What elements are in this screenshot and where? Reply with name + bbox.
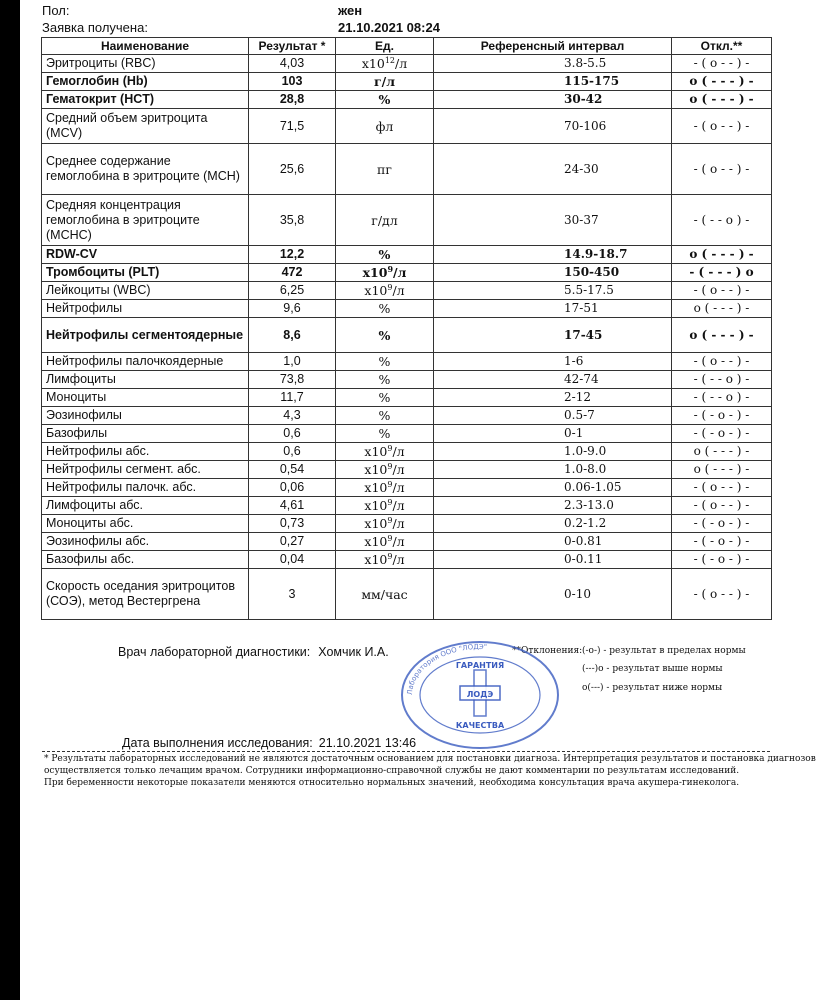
cell-result: 6,25 <box>249 282 336 300</box>
unit-base: г/л <box>373 74 396 89</box>
cell-deviation: - ( - o - ) - <box>672 533 772 551</box>
legend-above: (---)о - результат выше нормы <box>582 664 723 674</box>
cell-reference: 0-10 <box>434 569 672 620</box>
cell-deviation: - ( o - - ) - <box>672 282 772 300</box>
cell-unit <box>336 300 434 318</box>
cell-unit <box>336 371 434 389</box>
cell-reference: 0.06-1.05 <box>434 479 672 497</box>
cell-reference: 1.0-9.0 <box>434 443 672 461</box>
doctor-line <box>118 645 389 659</box>
stamp-bottom-text: КАЧЕСТВА <box>455 721 505 730</box>
cell-reference: 14.9-18.7 <box>434 246 672 264</box>
cell-name: Базофилы абс. <box>42 551 249 569</box>
cell-reference: 115-175 <box>434 73 672 91</box>
unit-base: г/дл <box>371 212 398 228</box>
cell-unit <box>336 497 434 515</box>
unit-base: x10 <box>362 265 388 280</box>
unit-base: x10 <box>361 56 385 71</box>
cell-result: 11,7 <box>249 389 336 407</box>
cell-deviation: o ( - - - ) - <box>672 300 772 318</box>
cell-reference: 0-1 <box>434 425 672 443</box>
received-value: 21.10.2021 08:24 <box>338 20 440 35</box>
cell-reference: 3.8-5.5 <box>434 55 672 73</box>
unit-exponent: 9 <box>387 263 394 274</box>
completed-value: 21.10.2021 13:46 <box>318 736 417 750</box>
cell-deviation: o ( - - - ) - <box>672 73 772 91</box>
cell-unit <box>336 551 434 569</box>
unit-base: x10 <box>364 552 388 567</box>
cell-deviation: - ( - o - ) - <box>672 515 772 533</box>
unit-base: % <box>378 301 391 316</box>
cell-name: Средний объем эритроцита (MCV) <box>42 109 249 144</box>
cell-result: 103 <box>249 73 336 91</box>
cell-result: 28,8 <box>249 91 336 109</box>
table-row <box>42 91 772 109</box>
col-header-deviation: Откл.** <box>672 38 772 55</box>
cell-deviation: o ( - - - ) - <box>672 443 772 461</box>
table-row <box>42 407 772 425</box>
col-header-name: Наименование <box>42 38 249 55</box>
unit-base: x10 <box>364 534 388 549</box>
cell-name: Нейтрофилы <box>42 300 249 318</box>
unit-base: фл <box>375 118 394 134</box>
cell-name: Моноциты <box>42 389 249 407</box>
cell-reference: 42-74 <box>434 371 672 389</box>
unit-exponent: 9 <box>387 461 393 471</box>
cell-result: 0,6 <box>249 443 336 461</box>
cell-unit <box>336 246 434 264</box>
cell-name: Нейтрофилы палочкоядерные <box>42 353 249 371</box>
completed-line <box>122 736 416 750</box>
cell-reference: 0.5-7 <box>434 407 672 425</box>
table-row <box>42 55 772 73</box>
unit-tail: /л <box>392 498 405 513</box>
cell-unit <box>336 407 434 425</box>
cell-deviation: - ( o - - ) - <box>672 109 772 144</box>
table-row <box>42 318 772 353</box>
cell-unit <box>336 73 434 91</box>
unit-base: % <box>378 426 391 441</box>
unit-tail: /л <box>393 265 407 280</box>
cell-reference: 0-0.81 <box>434 533 672 551</box>
table-row <box>42 300 772 318</box>
cell-deviation: - ( - o - ) - <box>672 551 772 569</box>
note-line-2: осуществляется только лечащим врачом. Сотрудники информационно-справочной службы не дают комментарии по результатам исследований. <box>44 766 740 776</box>
cell-result: 0,54 <box>249 461 336 479</box>
sex-value: жен <box>338 3 363 18</box>
cell-name: Среднее содержание гемоглобина в эритроците (MCH) <box>42 144 249 195</box>
unit-base: x10 <box>364 444 388 459</box>
unit-base: x10 <box>364 516 388 531</box>
cell-deviation: - ( - - o ) - <box>672 371 772 389</box>
unit-base: % <box>378 92 391 107</box>
table-row <box>42 246 772 264</box>
unit-base: % <box>378 327 391 343</box>
doctor-name: Хомчик И.А. <box>318 645 389 659</box>
cell-name: Эозинофилы <box>42 407 249 425</box>
legend-title: **Отклонения: <box>512 646 583 656</box>
cell-name: Нейтрофилы палочк. абс. <box>42 479 249 497</box>
completed-label: Дата выполнения исследования: <box>122 736 313 750</box>
unit-base: % <box>378 354 391 369</box>
left-black-bar <box>0 0 20 1000</box>
table-row <box>42 461 772 479</box>
cell-name: RDW-CV <box>42 246 249 264</box>
cell-result: 35,8 <box>249 195 336 246</box>
unit-exponent: 12 <box>384 55 395 65</box>
cell-deviation: - ( - - o ) - <box>672 389 772 407</box>
cell-unit <box>336 443 434 461</box>
cell-reference: 70-106 <box>434 109 672 144</box>
legend-below: о(---) - результат ниже нормы <box>582 683 723 693</box>
cell-name: Эритроциты (RBC) <box>42 55 249 73</box>
cell-reference: 30-37 <box>434 195 672 246</box>
table-row <box>42 109 772 144</box>
unit-base: x10 <box>364 480 388 495</box>
cell-reference: 2.3-13.0 <box>434 497 672 515</box>
cell-deviation: - ( - o - ) - <box>672 425 772 443</box>
cell-name: Средняя концентрация гемоглобина в эритроците (MCHC) <box>42 195 249 246</box>
cell-deviation: o ( - - - ) - <box>672 246 772 264</box>
cell-deviation: - ( o - - ) - <box>672 569 772 620</box>
table-row <box>42 371 772 389</box>
col-header-unit: Ед. <box>336 38 434 55</box>
cell-deviation: - ( o - - ) - <box>672 55 772 73</box>
cell-unit <box>336 91 434 109</box>
cell-reference: 30-42 <box>434 91 672 109</box>
unit-base: % <box>378 408 391 423</box>
unit-base: x10 <box>364 462 388 477</box>
note-line-3: При беременности некоторые показатели меняются относительно нормальных значений, необходима консультация врача акушера-гинеколога. <box>44 778 740 788</box>
table-row <box>42 144 772 195</box>
cell-result: 8,6 <box>249 318 336 353</box>
col-header-reference: Референсный интервал <box>434 38 672 55</box>
doctor-label: Врач лабораторной диагностики: <box>118 645 311 659</box>
cell-reference: 1-6 <box>434 353 672 371</box>
cell-deviation: - ( o - - ) - <box>672 353 772 371</box>
unit-base: x10 <box>364 498 388 513</box>
unit-tail: /л <box>395 56 408 71</box>
table-row <box>42 264 772 282</box>
cell-result: 73,8 <box>249 371 336 389</box>
cell-result: 4,03 <box>249 55 336 73</box>
cell-unit <box>336 318 434 353</box>
cell-name: Нейтрофилы абс. <box>42 443 249 461</box>
cell-name: Эозинофилы абс. <box>42 533 249 551</box>
legend-normal: (-о-) - результат в пределах нормы <box>582 646 746 656</box>
unit-exponent: 9 <box>387 515 393 525</box>
cell-result: 71,5 <box>249 109 336 144</box>
cell-deviation: - ( - - - ) o <box>672 264 772 282</box>
unit-tail: /л <box>392 534 405 549</box>
unit-exponent: 9 <box>387 551 393 561</box>
cell-result: 0,6 <box>249 425 336 443</box>
cell-deviation: - ( o - - ) - <box>672 144 772 195</box>
unit-base: x10 <box>364 283 388 298</box>
cell-deviation: - ( - - o ) - <box>672 195 772 246</box>
unit-exponent: 9 <box>387 282 393 292</box>
col-header-result: Результат * <box>249 38 336 55</box>
table-row <box>42 497 772 515</box>
sex-label: Пол: <box>42 3 70 18</box>
cell-unit <box>336 55 434 73</box>
cell-reference: 24-30 <box>434 144 672 195</box>
lab-stamp <box>400 640 560 750</box>
cell-unit <box>336 282 434 300</box>
note-line-1: * Результаты лабораторных исследований не являются достаточным основанием для постановки диагноза. Интерпретация результатов и постановка диагнозов <box>44 754 816 764</box>
cell-unit <box>336 479 434 497</box>
cell-reference: 17-51 <box>434 300 672 318</box>
cell-reference: 2-12 <box>434 389 672 407</box>
unit-tail: /л <box>392 444 405 459</box>
cell-result: 1,0 <box>249 353 336 371</box>
unit-tail: /л <box>392 480 405 495</box>
cell-result: 0,06 <box>249 479 336 497</box>
cell-unit <box>336 425 434 443</box>
cell-unit <box>336 569 434 620</box>
cell-name: Моноциты абс. <box>42 515 249 533</box>
cell-reference: 17-45 <box>434 318 672 353</box>
cell-result: 3 <box>249 569 336 620</box>
stamp-center-text: ЛОДЭ <box>466 690 494 699</box>
table-row <box>42 195 772 246</box>
divider <box>42 751 770 752</box>
cell-reference: 1.0-8.0 <box>434 461 672 479</box>
cell-deviation: - ( - o - ) - <box>672 407 772 425</box>
table-row <box>42 551 772 569</box>
cell-deviation: o ( - - - ) - <box>672 318 772 353</box>
cell-deviation: o ( - - - ) - <box>672 461 772 479</box>
cell-unit <box>336 144 434 195</box>
unit-base: пг <box>377 161 392 177</box>
cell-result: 4,3 <box>249 407 336 425</box>
unit-base: % <box>378 390 391 405</box>
unit-base: % <box>378 247 391 262</box>
cell-result: 0,73 <box>249 515 336 533</box>
unit-tail: /л <box>392 516 405 531</box>
cell-name: Тромбоциты (PLT) <box>42 264 249 282</box>
table-row <box>42 425 772 443</box>
stamp-ring-text: Лаборатория ООО "ЛОДЭ" <box>405 642 488 696</box>
table-row <box>42 73 772 91</box>
unit-base: мм/час <box>361 586 408 602</box>
cell-name: Лимфоциты абс. <box>42 497 249 515</box>
cell-name: Нейтрофилы сегментоядерные <box>42 318 249 353</box>
cell-name: Гематокрит (HCT) <box>42 91 249 109</box>
table-body <box>42 55 772 620</box>
table-row <box>42 353 772 371</box>
cell-unit <box>336 264 434 282</box>
table-row <box>42 479 772 497</box>
cell-reference: 5.5-17.5 <box>434 282 672 300</box>
unit-tail: /л <box>392 283 405 298</box>
cell-name: Лейкоциты (WBC) <box>42 282 249 300</box>
cell-unit <box>336 515 434 533</box>
cell-name: Лимфоциты <box>42 371 249 389</box>
table-row <box>42 569 772 620</box>
unit-exponent: 9 <box>387 479 393 489</box>
cell-result: 0,27 <box>249 533 336 551</box>
table-row <box>42 389 772 407</box>
unit-exponent: 9 <box>387 497 393 507</box>
cell-unit <box>336 461 434 479</box>
stamp-top-text: ГАРАНТИЯ <box>455 661 505 670</box>
cell-result: 4,61 <box>249 497 336 515</box>
results-table <box>41 37 772 620</box>
cell-name: Гемоглобин (Hb) <box>42 73 249 91</box>
table-row <box>42 515 772 533</box>
cell-reference: 0.2-1.2 <box>434 515 672 533</box>
cell-deviation: - ( o - - ) - <box>672 479 772 497</box>
cell-reference: 0-0.11 <box>434 551 672 569</box>
unit-tail: /л <box>392 462 405 477</box>
cell-result: 472 <box>249 264 336 282</box>
table-row <box>42 443 772 461</box>
received-label: Заявка получена: <box>42 20 148 35</box>
cell-deviation: o ( - - - ) - <box>672 91 772 109</box>
cell-unit <box>336 353 434 371</box>
cell-name: Нейтрофилы сегмент. абс. <box>42 461 249 479</box>
table-header-row <box>42 38 772 55</box>
cell-reference: 150-450 <box>434 264 672 282</box>
cell-result: 0,04 <box>249 551 336 569</box>
unit-base: % <box>378 372 391 387</box>
cell-name: Скорость оседания эритроцитов (СОЭ), метод Вестергрена <box>42 569 249 620</box>
unit-exponent: 9 <box>387 443 393 453</box>
cell-unit <box>336 389 434 407</box>
table-row <box>42 533 772 551</box>
cell-unit <box>336 109 434 144</box>
cell-unit <box>336 195 434 246</box>
cell-result: 25,6 <box>249 144 336 195</box>
cell-name: Базофилы <box>42 425 249 443</box>
table-row <box>42 282 772 300</box>
cell-result: 12,2 <box>249 246 336 264</box>
unit-tail: /л <box>392 552 405 567</box>
cell-unit <box>336 533 434 551</box>
unit-exponent: 9 <box>387 533 393 543</box>
cell-deviation: - ( o - - ) - <box>672 497 772 515</box>
cell-result: 9,6 <box>249 300 336 318</box>
